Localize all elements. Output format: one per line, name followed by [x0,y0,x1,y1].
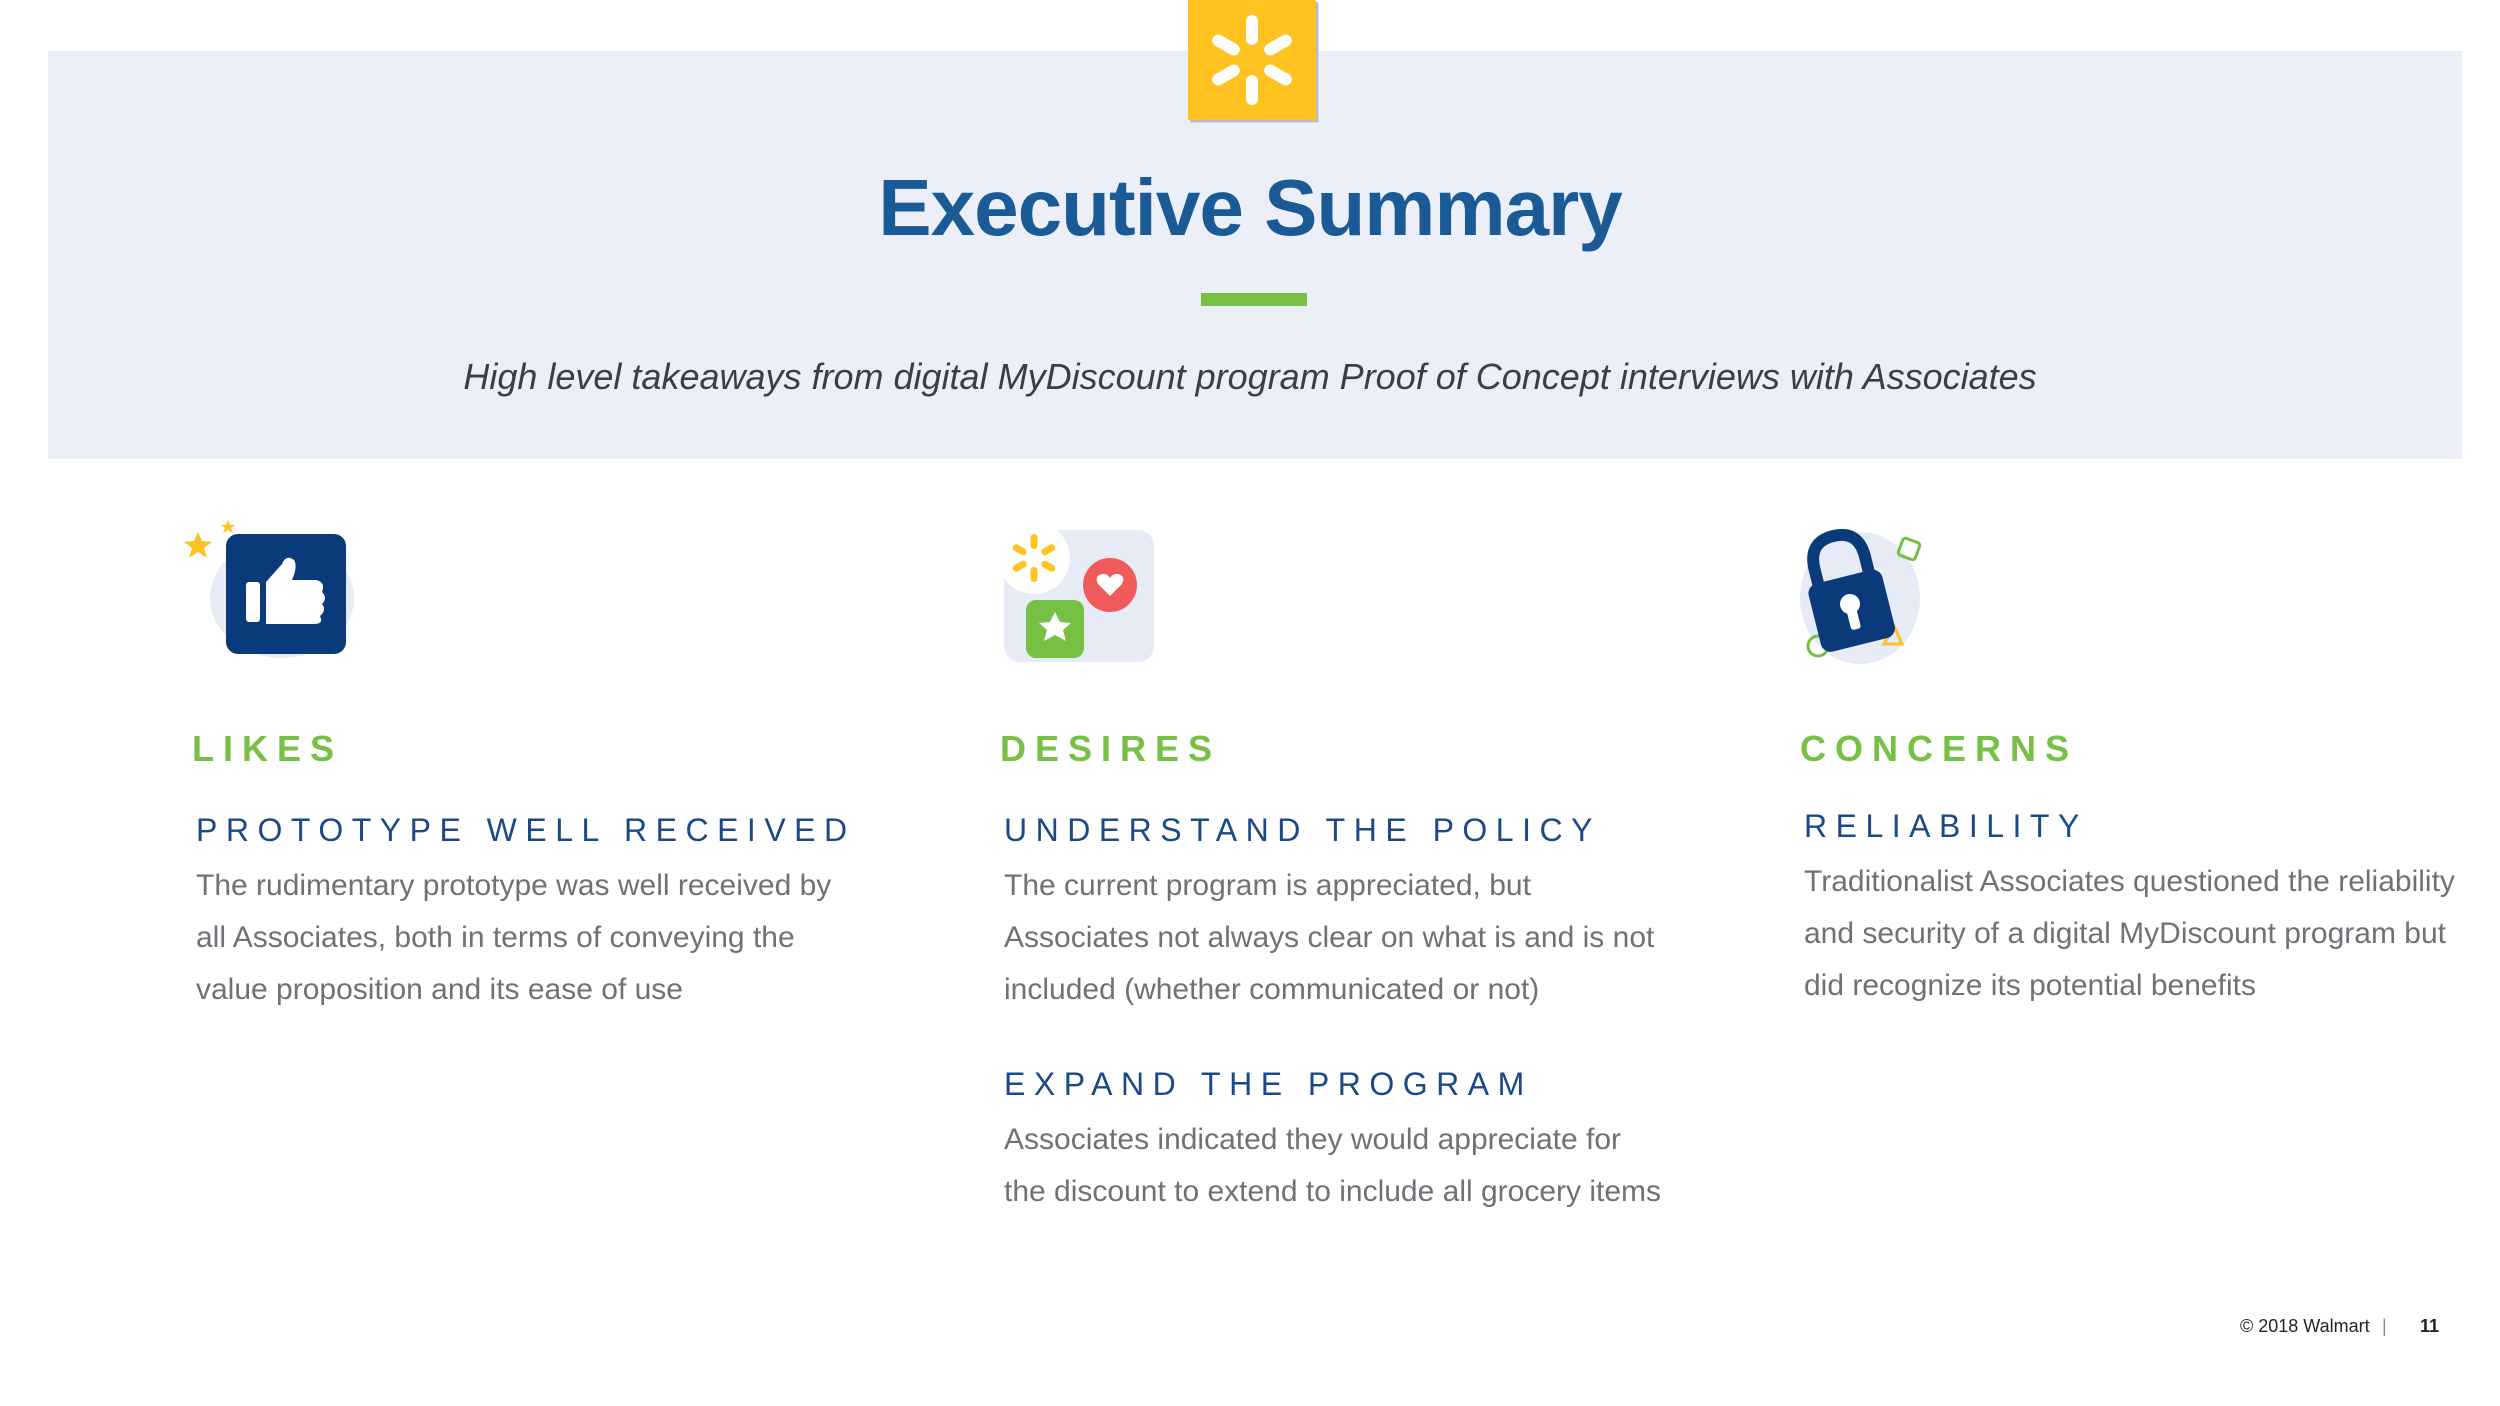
item-body: The current program is appreciated, but Associates not always clear on what is and is not included (whether communicated or not) [1004,869,1655,1006]
item-title: PROTOTYPE WELL RECEIVED [196,812,856,848]
footer-copyright: © 2018 Walmart [2240,1316,2370,1336]
item-title: RELIABILITY [1804,808,2088,844]
list-item [1004,810,1664,1016]
item-title: UNDERSTAND THE POLICY [1004,812,1601,848]
desires-heading: DESIRES [1000,728,1222,769]
page-title: Executive Summary [878,163,1622,252]
walmart-spark-icon [1188,0,1316,120]
list-item [1804,806,2464,1012]
walmart-logo-tile [1188,0,1316,120]
thumbs-up-icon [182,520,382,670]
likes-heading: LIKES [192,728,344,769]
list-item [196,810,856,1016]
footer-separator: | [2382,1316,2387,1336]
item-body: The rudimentary prototype was well received by all Associates, both in terms of conveying the value proposition and its ease of use [196,869,832,1006]
list-item [1004,1064,1664,1218]
padlock-icon [1790,520,1990,670]
title-underline [1201,293,1307,306]
concerns-heading: CONCERNS [1800,728,2079,769]
item-body: Associates indicated they would appreciate for the discount to extend to include all grocery items [1004,1123,1662,1208]
item-body: Traditionalist Associates questioned the reliability and security of a digital MyDiscount program but did recognize its potential benefits [1804,865,2455,1002]
wishes-cluster-icon [990,520,1190,670]
page-number: 11 [2420,1316,2440,1336]
page-subtitle: High level takeaways from digital MyDiscount program Proof of Concept interviews with Associates [463,356,2037,397]
item-title: EXPAND THE PROGRAM [1004,1066,1533,1102]
